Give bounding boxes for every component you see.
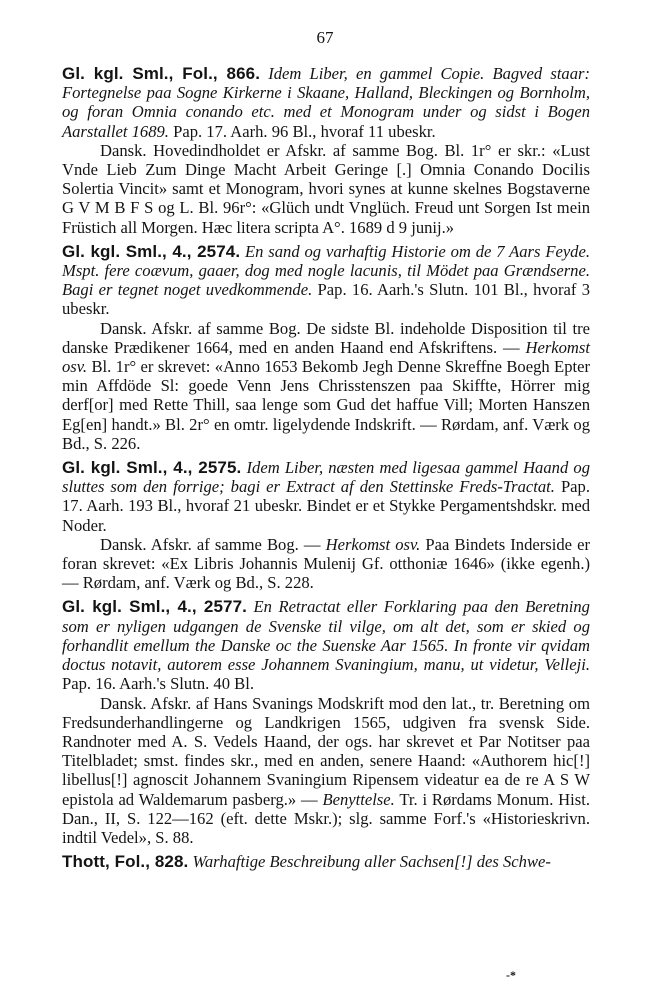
note-text: Dansk. Afskr. af samme Bog. — xyxy=(100,534,326,554)
entry-title: Idem Liber, en gammel Copie. Bagved staar: Fortegnelse paa Sogne Kirkerne i Skaane, Halland, Bleckingen og Bornholm, og foran Omnia conando etc. med et Monogram under og sidst i Bogen Aarstallet 1689. xyxy=(62,64,591,141)
entry-title: Idem Liber, næsten med ligesaa gammel Haand og sluttes som den forrige; bagi er Extract af den Stettinske Freds-Tractat. xyxy=(62,458,590,497)
note-text: Dansk. Afskr. af Hans Svanings Modskrift mod den lat., tr. Beretning om Fredsunderhandlingerne og Landkrigen 1565, udgiven fra svensk Side. Randnoter med A. S. Vedels Haand, der ogs. har skrevet et Par Notitser paa Titelbladet; smst. findes skr., med en anden, senere Haand: «Authorem hic[!] libellus[!] agnoscit Johannem Svaningium Ripensem videatur ea de re A S W epistola ad Waldemarum pasberg.» — xyxy=(62,693,590,809)
signature-mark: -* xyxy=(506,968,516,982)
entry-title: En Retractat eller Forklaring paa den Beretning som er nyligen udgangen de Svenske til vilge, om alt det, som er skied og forhandlit emellum the Danske oc the Suenske Aar 1565. In fronte vir qvidam doctus notavit, autorem esse Johannem Svaningium, manu, ut videtur, Velleji. xyxy=(62,597,590,675)
note-section-label: Herkomst osv. xyxy=(325,534,421,554)
entry-title: Warhaftige Beschreibung aller Sachsen[!] des Schwe- xyxy=(192,852,551,872)
entry-shelfmark: Gl. kgl. Sml., 4., 2574. xyxy=(62,241,241,261)
entry-content-note: Dansk. Hovedindholdet er Afskr. af samme Bog. Bl. 1r° er skr.: «Lust Vnde Lieb Zum Dinge Macht Arbeit Geringe [.] Omnia Conando Docilis Solertia Vincit» samt et Monogram, hvori synes at kunne skelnes Bogstaverne G V M B F S og L. Bl. 96r°: «Glüch undt Vnglüch. Freud unt Sorgen Ist mein Früstich all Morgen. Hæc litera scripta A°. 1689 d 9 junij.» xyxy=(62,140,590,237)
entry-shelfmark: Thott, Fol., 828. xyxy=(62,852,189,872)
catalog-entries xyxy=(62,64,590,871)
note-text: Tr. i Rørdams Monum. Hist. Dan., II, S. 122—162 (eft. dette Mskr.); slg. samme Forf.'s «Historieskrivn. indtil Vedel», S. 88. xyxy=(62,789,590,847)
note-section-label: Benyttelse. xyxy=(322,789,395,809)
entry-description xyxy=(62,597,590,693)
entry-description xyxy=(62,242,590,319)
entry-physical: Pap. 16. Aarh.'s Slutn. 101 Bl., hvoraf 3 ubeskr. xyxy=(62,280,590,319)
entry-content-note xyxy=(62,694,590,848)
entry-shelfmark: Gl. kgl. Sml., Fol., 866. xyxy=(62,64,261,83)
catalog-entry-2577 xyxy=(62,597,590,847)
entry-description xyxy=(62,64,590,141)
page-number: 67 xyxy=(316,28,334,47)
entry-shelfmark: Gl. kgl. Sml., 4., 2577. xyxy=(62,597,247,617)
entry-content-note xyxy=(62,319,590,453)
catalog-entry-2574 xyxy=(62,242,590,453)
entry-description xyxy=(62,852,590,871)
note-text: Dansk. Afskr. af samme Bog. De sidste Bl. indeholde Disposition til tre danske Prædikener 1664, med en anden Haand end Afskriftens. — xyxy=(62,318,590,357)
catalog-entry-2575 xyxy=(62,458,590,592)
entry-physical: Pap. 17. Aarh. 96 Bl., hvoraf 11 ubeskr. xyxy=(173,121,436,141)
catalog-entry-thott-828 xyxy=(62,852,590,871)
entry-content-note xyxy=(62,535,590,593)
entry-shelfmark: Gl. kgl. Sml., 4., 2575. xyxy=(62,458,242,478)
note-text: Paa Bindets Inderside er foran skrevet: «Ex Libris Johannis Mulenij Gf. otthoniæ 1646» (ikke egenh.) — Rørdam, anf. Værk og Bd., S. 228. xyxy=(62,534,591,593)
note-section-label: Herkomst osv. xyxy=(62,337,590,377)
entry-physical: Pap. 17. Aarh. 193 Bl., hvoraf 21 ubeskr. Bindet er et Stykke Pergamentshdskr. med Noder. xyxy=(62,477,590,535)
entry-title: En sand og varhaftig Historie om de 7 Aars Feyde. Mspt. fere coævum, gaaer, dog med nogle lacunis, til Mödet paa Grændserne. Bagi er tegnet noget uvedkommende. xyxy=(62,241,590,300)
entry-physical: Pap. 16. Aarh.'s Slutn. 40 Bl. xyxy=(62,674,254,694)
entry-description xyxy=(62,458,590,535)
catalog-entry-866 xyxy=(62,64,590,237)
note-text: Bl. 1r° er skrevet: «Anno 1653 Bekomb Jegh Denne Skreffne Boegh Epter min Affdöde Sl: goede Venn Jens Chrisstenszen paa Skiffte, Hörrer mig derf[or] med Rette Thill, saa lenge som Gud det haffue Vill; Morten Hanszen Eg[en] handt.» Bl. 2r° en omtr. ligelydende Indskrift. — Rørdam, anf. Værk og Bd., S. 226. xyxy=(62,357,590,453)
